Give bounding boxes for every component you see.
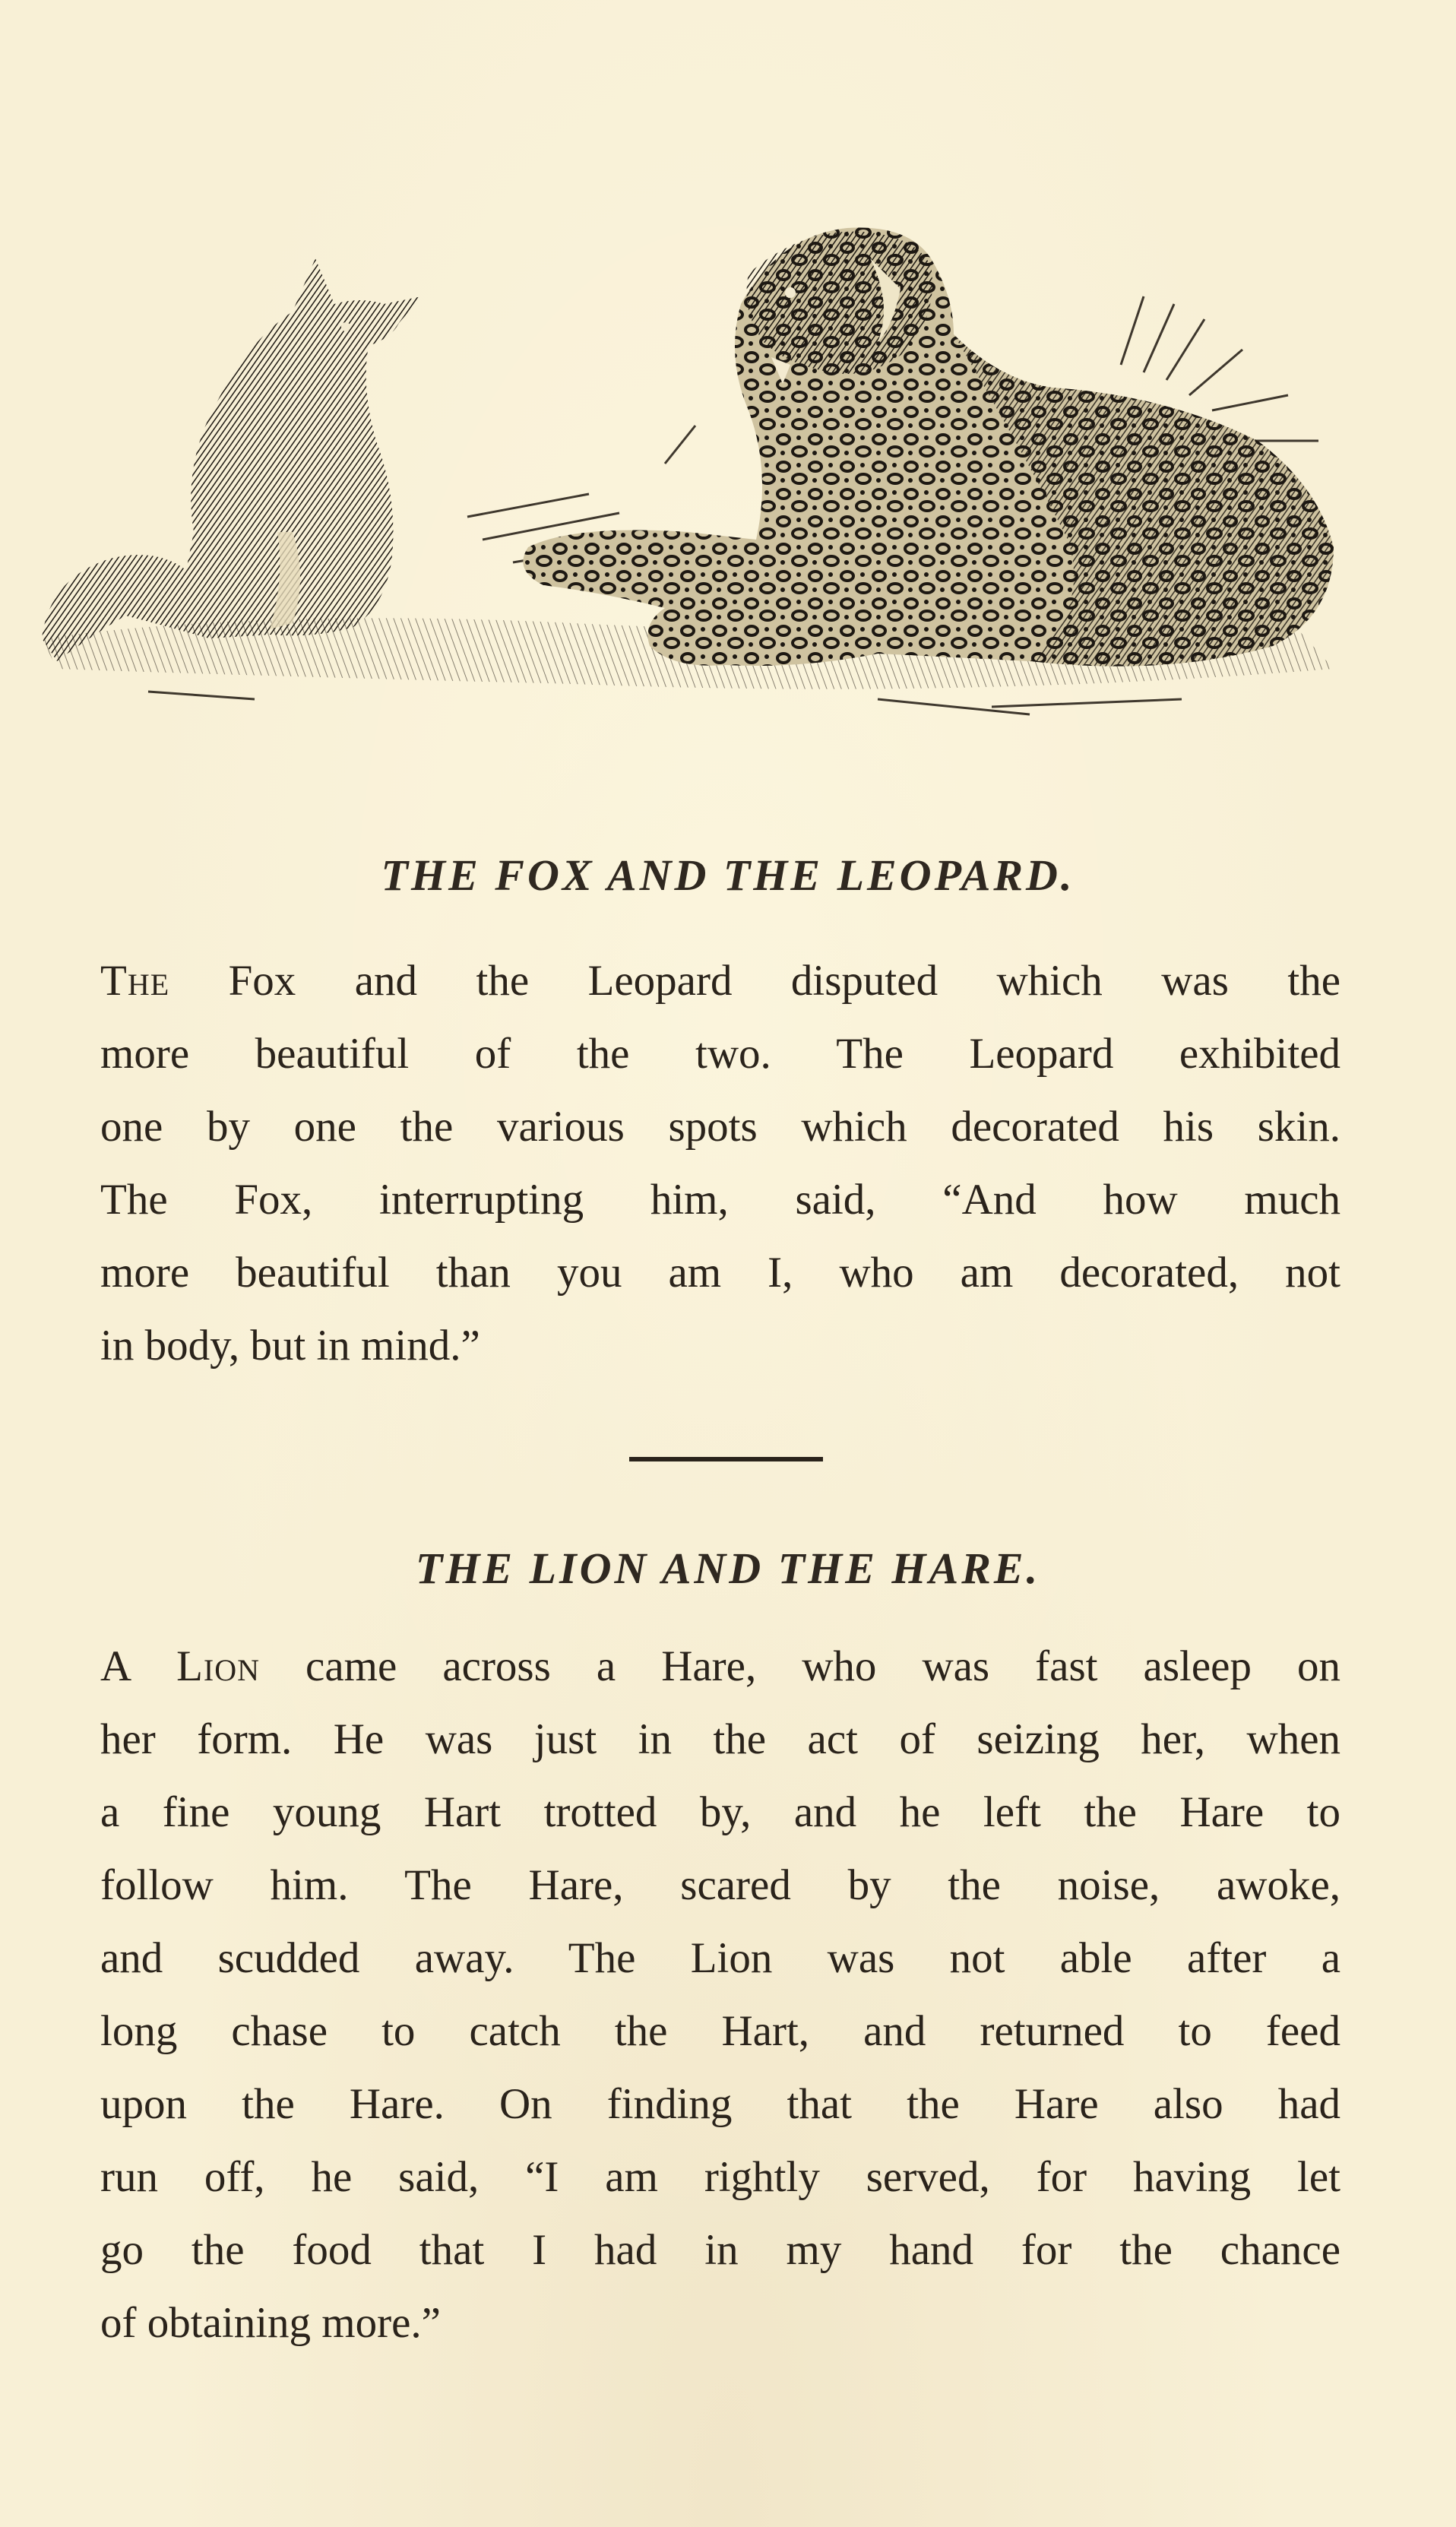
text-line: run off, he said, “I am rightly served, for having let (100, 2153, 1340, 2201)
text-line: more beautiful of the two. The Leopard exhibited (100, 1030, 1340, 1078)
fable-title: THE FOX AND THE LEOPARD. (381, 850, 1075, 900)
text-line: of obtaining more.” (100, 2299, 441, 2347)
text-line: and scudded away. The Lion was not able after a (100, 1934, 1340, 1982)
fable-title: THE LION AND THE HARE. (415, 1544, 1041, 1593)
text-line: The Fox and the Leopard disputed which was the (100, 957, 1340, 1005)
lead-word: A Lion (100, 1642, 260, 1690)
text-line: follow him. The Hare, scared by the noise, awoke, (100, 1861, 1340, 1909)
fox-figure (42, 258, 422, 661)
text-line: A Lion came across a Hare, who was fast asleep on (100, 1642, 1341, 1690)
text-line: long chase to catch the Hart, and returned to feed (100, 2007, 1340, 2055)
fable-text (100, 1630, 1340, 2360)
text-line: go the food that I had in my hand for the chance (100, 2226, 1340, 2274)
text-line: upon the Hare. On finding that the Hare also had (100, 2080, 1340, 2128)
text-line: more beautiful than you am I, who am decorated, not (100, 1249, 1340, 1297)
text-line: in body, but in mind.” (100, 1322, 480, 1370)
text-line: her form. He was just in the act of seizing her, when (100, 1715, 1340, 1763)
leopard-figure (523, 228, 1334, 667)
engraving-image (42, 213, 1372, 745)
text-line: The Fox, interrupting him, said, “And how much (100, 1176, 1340, 1224)
section-divider (629, 1457, 823, 1461)
lead-word: The (100, 957, 170, 1005)
fable-text (100, 945, 1340, 1382)
fox-and-leopard-illustration (42, 213, 1372, 745)
text-line: a fine young Hart trotted by, and he left the Hare to (100, 1788, 1340, 1836)
text-line: one by one the various spots which decorated his skin. (100, 1103, 1340, 1151)
